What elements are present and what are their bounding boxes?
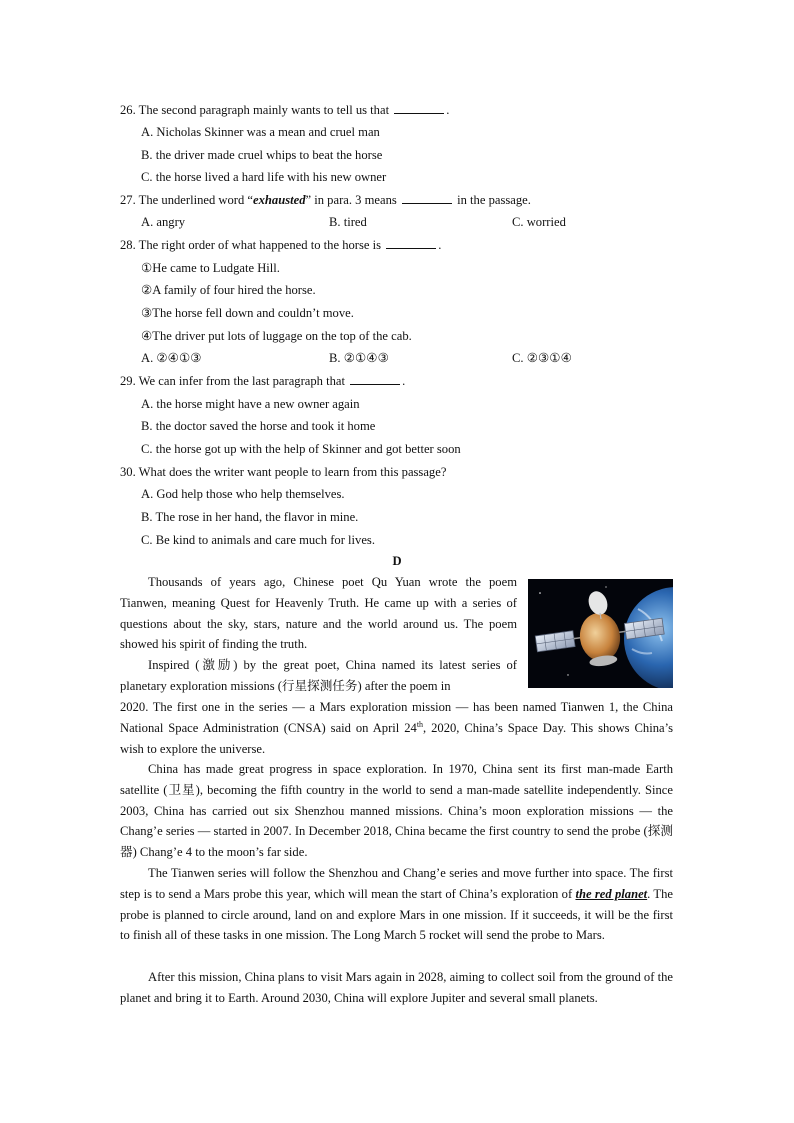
section-title: D bbox=[392, 554, 402, 568]
q29-stem-end: . bbox=[402, 374, 406, 388]
question-29-stem bbox=[120, 372, 405, 390]
mars-probe-image bbox=[528, 579, 673, 688]
answer-blank bbox=[394, 101, 444, 114]
q26-stem-text: 26. The second paragraph mainly wants to tell us that bbox=[120, 103, 390, 117]
paragraph-2-text-end: , 2020, China’s Space Day. This shows China’s wish to explore the universe. bbox=[120, 720, 673, 756]
q27-option-b: B. tired bbox=[329, 215, 367, 229]
paragraph-1: Thousands of years ago, Chinese poet Qu Yuan wrote the poem Tianwen, meaning Quest for Heavenly Truth. He came up with a series of questions about the sky, stars, nature and the world around us. The poem showed his spirit of finding the truth. bbox=[120, 575, 517, 652]
paragraph-3: China has made great progress in space exploration. In 1970, China sent its first man-made Earth satellite (卫星), becoming the fifth country in the world to send a man-made satellite independently. Since 2003, China has carried out six Shenzhou manned missions. China’s moon exploration missions — the Chang’e series — started in 2007. In December 2018, China became the first country to send the probe (探测器) Chang’e 4 to the moon’s far side. bbox=[120, 762, 673, 860]
q29-option-a: A. the horse might have a new owner again bbox=[141, 397, 360, 411]
underlined-phrase: the red planet bbox=[575, 886, 648, 901]
q29-option-b: B. the doctor saved the horse and took it home bbox=[141, 419, 376, 433]
q29-stem-text: 29. We can infer from the last paragraph that bbox=[120, 374, 346, 388]
q27-stem-end: in the passage. bbox=[457, 193, 531, 207]
paragraph-5: After this mission, China plans to visit Mars again in 2028, aiming to collect soil from the ground of the planet and bring it to Earth. Around 2030, China will explore Jupiter and several small planets. bbox=[120, 970, 673, 1005]
paragraph-4 bbox=[120, 863, 673, 946]
q27-option-c: C. worried bbox=[512, 215, 566, 229]
q27-stem-text: 27. The underlined word “ bbox=[120, 193, 254, 207]
answer-blank bbox=[350, 372, 400, 385]
paragraph-2-part-1: Inspired (激励) by the great poet, China named its latest series of planetary exploration missions (行星探测任务) after the poem in bbox=[120, 658, 517, 693]
q30-option-a: A. God help those who help themselves. bbox=[141, 487, 345, 501]
q28-stem-end: . bbox=[438, 238, 442, 252]
q27-stem-mid: ” in para. 3 means bbox=[305, 193, 397, 207]
paragraph-4-text: The Tianwen series will follow the Shenzhou and Chang’e series and move further into space. The first step is to send a Mars probe this year, which will mean the start of China’s exploration of bbox=[120, 866, 673, 901]
q30-option-b: B. The rose in her hand, the flavor in mine. bbox=[141, 510, 359, 524]
q28-option-c: C. ②③①④ bbox=[512, 351, 572, 365]
answer-blank bbox=[386, 236, 436, 249]
q28-event-1: ①He came to Ludgate Hill. bbox=[141, 261, 280, 275]
paragraph-4-text-end: . The probe is planned to circle around, land on and explore Mars in one mission. If it succeeds, it will be the first to finish all of these tasks in one mission. The Long March 5 rocket will send the probe to Mars. bbox=[120, 886, 673, 943]
q28-stem-text: 28. The right order of what happened to the horse is bbox=[120, 238, 382, 252]
q26-option-a: A. Nicholas Skinner was a mean and cruel man bbox=[141, 125, 380, 139]
question-26-stem bbox=[120, 101, 449, 119]
q28-event-3: ③The horse fell down and couldn’t move. bbox=[141, 306, 354, 320]
q28-event-4: ④The driver put lots of luggage on the top of the cab. bbox=[141, 329, 412, 343]
paragraph-2-part-2 bbox=[120, 697, 673, 759]
question-30-stem: 30. What does the writer want people to learn from this passage? bbox=[120, 465, 447, 479]
q30-option-c: C. Be kind to animals and care much for lives. bbox=[141, 533, 375, 547]
q26-option-b: B. the driver made cruel whips to beat the horse bbox=[141, 148, 383, 162]
q28-option-a: A. ②④①③ bbox=[141, 351, 202, 365]
q29-option-c: C. the horse got up with the help of Skinner and got better soon bbox=[141, 442, 461, 456]
question-28-stem bbox=[120, 236, 441, 254]
answer-blank bbox=[402, 191, 452, 204]
space-probe-illustration bbox=[528, 579, 673, 688]
paragraph-2-text: 2020. The first one in the series — a Mars exploration mission — has been named Tianwen 1, the China National Space Administration (CNSA) said on April 24 bbox=[120, 700, 673, 735]
superscript: th bbox=[416, 719, 424, 729]
question-27-stem bbox=[120, 191, 531, 209]
q26-stem-end: . bbox=[446, 103, 450, 117]
q28-option-b: B. ②①④③ bbox=[329, 351, 389, 365]
underlined-word: exhausted bbox=[253, 193, 306, 207]
q27-option-a: A. angry bbox=[141, 215, 186, 229]
q28-event-2: ②A family of four hired the horse. bbox=[141, 283, 316, 297]
q26-option-c: C. the horse lived a hard life with his new owner bbox=[141, 170, 387, 184]
